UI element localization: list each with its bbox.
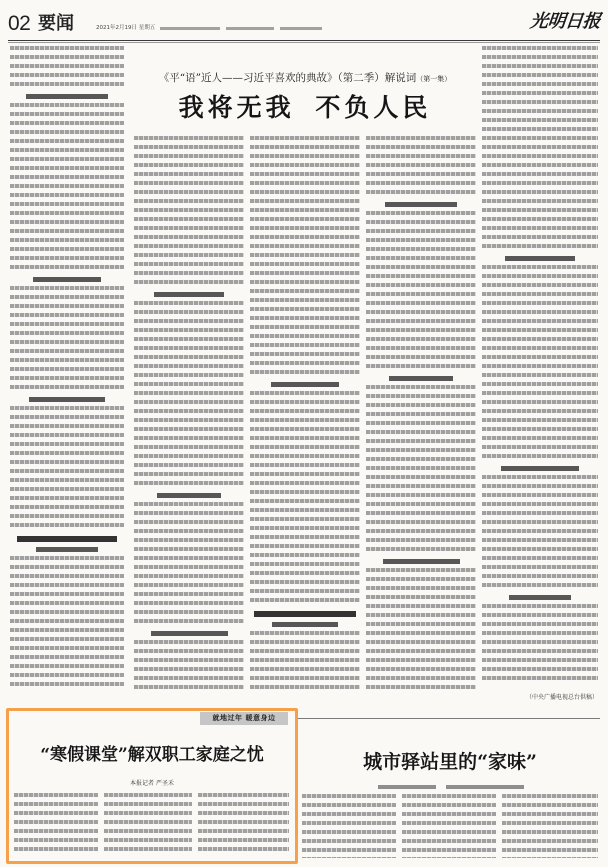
feature-series-title[interactable] — [134, 72, 476, 86]
issue-date: 2021年2月19日 星期五 — [96, 25, 156, 31]
subheading-bar — [505, 256, 575, 261]
body-text — [134, 640, 244, 694]
dateline-detail — [226, 27, 274, 30]
body-text — [366, 136, 476, 199]
body-text — [134, 136, 244, 289]
subheading-bar — [33, 277, 101, 282]
feature-text-column[interactable] — [250, 136, 360, 702]
body-text — [10, 46, 124, 91]
body-text — [10, 406, 124, 532]
dateline-detail — [160, 27, 220, 30]
feature-headline[interactable]: 我将无我 不负人民 — [178, 93, 432, 122]
series-title-text: 《平“语”近人——习近平喜欢的典故》（第二季）解说词 — [158, 72, 417, 84]
section-banner: 就地过年 暖意身边 — [200, 712, 288, 725]
section-heading-bar — [17, 536, 117, 542]
header-rule — [8, 40, 600, 41]
body-text — [250, 631, 360, 694]
feature-text-column[interactable] — [482, 46, 598, 692]
subheading-bar — [389, 376, 453, 381]
subheading-bar — [26, 94, 108, 99]
feature-credit: （中央广播电视总台供稿） — [525, 694, 598, 701]
section-divider — [298, 718, 600, 719]
feature-text-column[interactable] — [134, 136, 244, 702]
body-text — [482, 46, 598, 253]
subheading-bar — [157, 493, 221, 498]
highlighted-article[interactable] — [6, 708, 298, 864]
masthead-logo: 光明日报 — [528, 11, 602, 32]
subheading-bar — [272, 622, 338, 627]
body-text — [366, 568, 476, 694]
body-text — [198, 793, 289, 855]
subheading-bar — [29, 397, 104, 402]
section-name: 要闻 — [38, 13, 74, 34]
subheading-bar — [385, 202, 458, 207]
body-text — [104, 793, 192, 855]
article-byline — [446, 785, 524, 789]
body-text — [366, 385, 476, 556]
body-text — [482, 475, 598, 592]
feature-text-column[interactable] — [366, 136, 476, 702]
section-heading-bar — [254, 611, 355, 617]
body-text — [10, 556, 124, 691]
feature-text-column[interactable] — [10, 46, 124, 702]
article-byline: 本报记者 严圣禾 — [130, 780, 174, 787]
body-text — [250, 136, 360, 379]
body-text — [250, 391, 360, 607]
subheading-bar — [154, 292, 224, 297]
article-city-station[interactable] — [300, 726, 600, 862]
body-text — [10, 286, 124, 394]
body-text — [14, 793, 98, 855]
subheading-bar — [501, 466, 580, 471]
body-text — [10, 103, 124, 274]
subheading-bar — [151, 631, 228, 636]
body-text — [134, 502, 244, 628]
page-number: 02 — [8, 12, 31, 35]
body-text — [366, 211, 476, 373]
body-text — [482, 604, 598, 685]
subheading-bar — [36, 547, 99, 552]
body-text — [134, 301, 244, 490]
article-headline[interactable]: “寒假课堂”解双职工家庭之忧 — [40, 745, 264, 765]
article-byline — [378, 785, 436, 789]
subheading-bar — [509, 595, 572, 600]
header-rule — [8, 42, 600, 43]
body-text — [402, 794, 496, 858]
dateline-detail — [280, 27, 322, 30]
article-headline[interactable]: 城市驿站里的“家味” — [363, 751, 537, 773]
subheading-bar — [383, 559, 460, 564]
subheading-bar — [271, 382, 339, 387]
body-text — [502, 794, 598, 858]
episode-label: （第一集） — [416, 75, 452, 83]
body-text — [302, 794, 396, 858]
body-text — [482, 265, 598, 463]
